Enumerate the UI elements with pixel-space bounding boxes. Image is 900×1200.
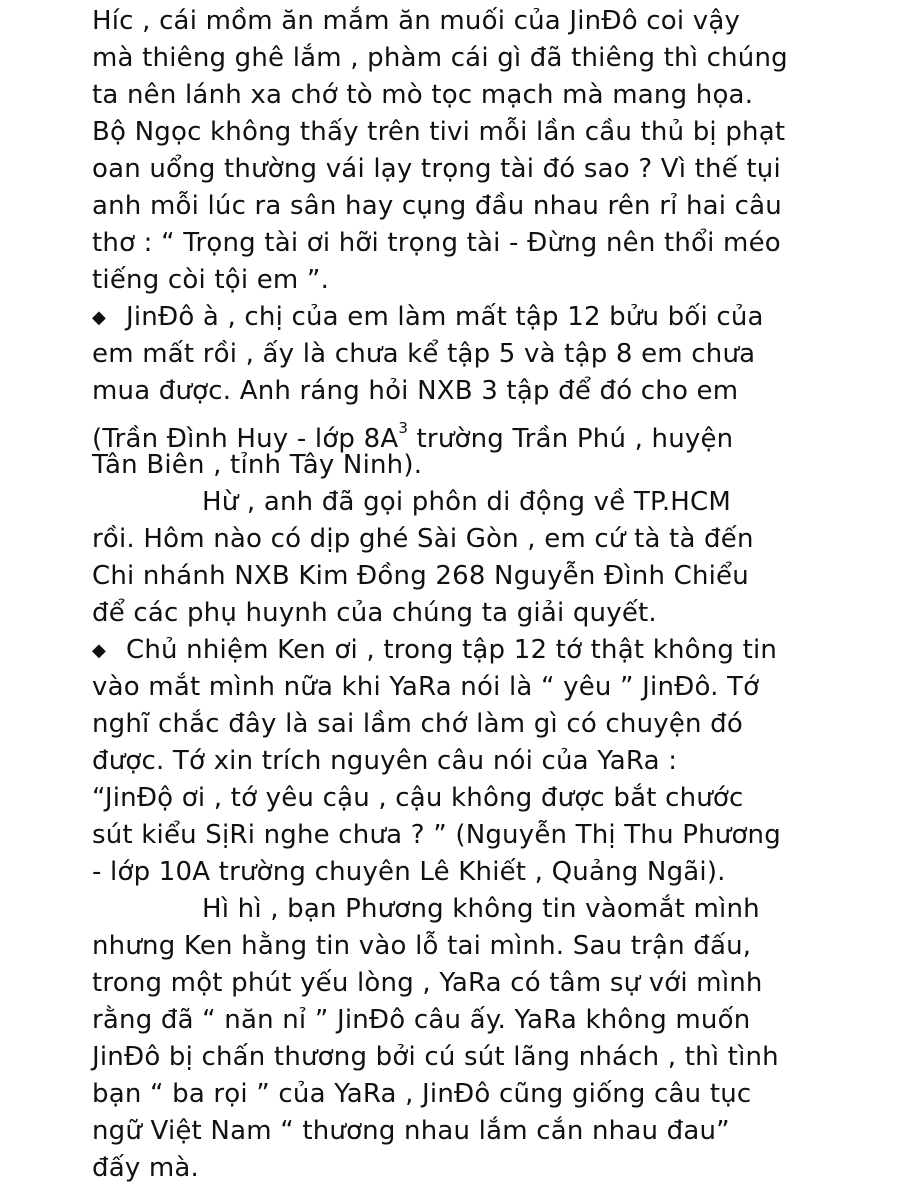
letter-line: em mất rồi , ấy là chưa kể tập 5 và tập 8 em chưa <box>92 339 756 369</box>
reply-line: Hì hì , bạn Phương không tin vàomắt mình <box>202 894 760 924</box>
letter-text: trường Trần Phú , huyện <box>408 424 734 454</box>
letter-text: Chủ nhiệm Ken ơi , trong tập 12 tớ thật không tin <box>126 635 778 665</box>
paragraph-line: thơ : “ Trọng tài ơi hỡi trọng tài - Đừng nên thổi méo <box>92 228 781 258</box>
letter-line <box>92 409 734 454</box>
letter-line <box>92 298 764 336</box>
reply-line: đấy mà. <box>92 1153 200 1183</box>
paragraph-line: Híc , cái mồm ăn mắm ăn muối của JinĐô coi vậy <box>92 6 741 36</box>
reply-line: trong một phút yếu lòng , YaRa có tâm sự với mình <box>92 968 763 998</box>
letter-line: “JinĐộ ơi , tớ yêu cậu , cậu không được bắt chước <box>92 783 744 813</box>
letter-line: được. Tớ xin trích nguyên câu nói của YaRa : <box>92 746 678 776</box>
reply-line: Chi nhánh NXB Kim Đồng 268 Nguyễn Đình Chiểu <box>92 561 749 591</box>
paragraph-line: Bộ Ngọc không thấy trên tivi mỗi lần cầu thủ bị phạt <box>92 117 786 147</box>
reply-line: JinĐô bị chấn thương bởi cú sút lãng nhách , thì tình <box>92 1042 779 1072</box>
reply-line: rằng đã “ năn nỉ ” JinĐô câu ấy. YaRa không muốn <box>92 1005 751 1035</box>
paragraph-line: anh mỗi lúc ra sân hay cụng đầu nhau rên rỉ hai câu <box>92 191 782 221</box>
letter-line: mua được. Anh ráng hỏi NXB 3 tập để đó cho em <box>92 376 739 406</box>
paragraph-line: mà thiêng ghê lắm , phàm cái gì đã thiêng thì chúng <box>92 43 788 73</box>
paragraph-line: oan uổng thường vái lạy trọng tài đó sao ? Vì thế tụi <box>92 154 781 184</box>
class-superscript: 3 <box>398 419 409 437</box>
letter-text: JinĐô à , chị của em làm mất tập 12 bửu bối của <box>126 302 764 332</box>
letter-line <box>92 631 777 669</box>
reply-line: rồi. Hôm nào có dịp ghé Sài Gòn , em cứ tà tà đến <box>92 524 754 554</box>
letter-line: vào mắt mình nữa khi YaRa nói là “ yêu ” JinĐô. Tớ <box>92 672 760 702</box>
reply-line: nhưng Ken hằng tin vào lỗ tai mình. Sau trận đấu, <box>92 931 752 961</box>
paragraph-line: ta nên lánh xa chớ tò mò tọc mạch mà mang họa. <box>92 80 754 110</box>
letter-line: - lớp 10A trường chuyên Lê Khiết , Quảng Ngãi). <box>92 857 726 887</box>
letter-text: (Trần Đình Huy - lớp 8A <box>92 424 399 454</box>
reply-line: ngữ Việt Nam “ thương nhau lắm cắn nhau đau” <box>92 1116 730 1146</box>
paragraph-line: tiếng còi tội em ”. <box>92 265 330 295</box>
letter-line: nghĩ chắc đây là sai lầm chớ làm gì có chuyện đó <box>92 709 743 739</box>
reply-line: Hừ , anh đã gọi phôn di động về TP.HCM <box>202 487 732 517</box>
reply-line: bạn “ ba rọi ” của YaRa , JinĐô cũng giống câu tục <box>92 1079 752 1109</box>
diamond-bullet-icon: ◆ <box>92 639 107 661</box>
reply-line: để các phụ huynh của chúng ta giải quyết. <box>92 598 657 628</box>
letter-line: Tân Biên , tỉnh Tây Ninh). <box>92 450 423 480</box>
letter-line: sút kiểu SịRi nghe chưa ? ” (Nguyễn Thị Thu Phương <box>92 820 781 850</box>
diamond-bullet-icon: ◆ <box>92 306 107 328</box>
